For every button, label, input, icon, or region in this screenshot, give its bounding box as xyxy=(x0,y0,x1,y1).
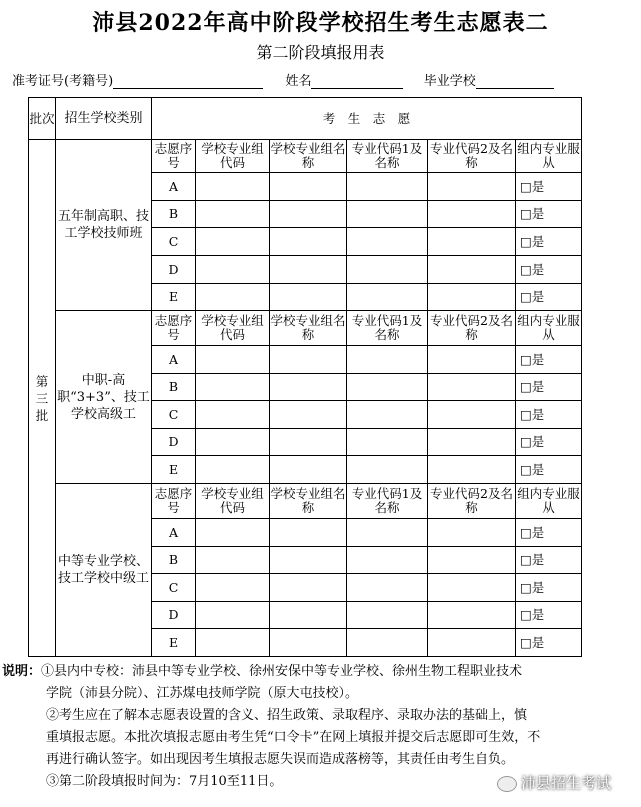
obey-checkbox[interactable]: □是 xyxy=(516,574,582,602)
col-header-row: 中职-高职“3+3”、技工学校高级工 志愿序号 学校专业组代码 学校专业组名称 专业代码1及名称 专业代码2及名称 组内专业服从 xyxy=(29,311,582,346)
name-field[interactable] xyxy=(311,74,403,89)
wish-row: B □是 xyxy=(29,374,582,401)
wish-row: C □是 xyxy=(29,574,582,602)
wish-header: 考 生 志 愿 xyxy=(152,98,582,140)
wish-row: C □是 xyxy=(29,401,582,429)
obey-checkbox[interactable]: □是 xyxy=(516,519,582,547)
school-label: 毕业学校 xyxy=(423,74,476,89)
exam-id-field[interactable] xyxy=(113,74,263,89)
note-line: 重填报志愿。本批次填报志愿由考生凭“口令卡”在网上填报并提交后志愿即可生效，不 xyxy=(46,730,541,745)
category-cell: 中等专业学校、技工学校中级工 xyxy=(56,484,152,657)
wish-row: D □是 xyxy=(29,256,582,284)
col-header-row: 中等专业学校、技工学校中级工 志愿序号 学校专业组代码 学校专业组名称 专业代码1及名称 专业代码2及名称 组内专业服从 xyxy=(29,484,582,519)
wish-row: A □是 xyxy=(29,519,582,547)
page-title: 沛县2022年高中阶段学校招生考生志愿表二 xyxy=(92,10,549,36)
obey-checkbox[interactable]: □是 xyxy=(516,456,582,484)
obey-checkbox[interactable]: □是 xyxy=(516,201,582,228)
notes-label: 说明： xyxy=(2,664,42,679)
page-subtitle: 第二阶段填报用表 xyxy=(256,43,385,62)
obey-checkbox[interactable]: □是 xyxy=(516,602,582,629)
watermark: 沛县招生考试 xyxy=(497,772,611,793)
category-cell: 中职-高职“3+3”、技工学校高级工 xyxy=(56,311,152,484)
wish-row: D □是 xyxy=(29,602,582,629)
obey-checkbox[interactable]: □是 xyxy=(516,284,582,311)
obey-checkbox[interactable]: □是 xyxy=(516,547,582,574)
wish-row: B □是 xyxy=(29,201,582,228)
wish-row: D □是 xyxy=(29,429,582,456)
note-line: ③第二阶段填报时间为：7月10至11日。 xyxy=(46,774,283,789)
wish-row: A □是 xyxy=(29,173,582,201)
obey-checkbox[interactable]: □是 xyxy=(516,256,582,284)
note-line: ①县内中专校：沛县中等专业学校、徐州安保中等专业学校、徐州生物工程职业技术 xyxy=(41,664,523,679)
note-line: ②考生应在了解本志愿表设置的含义、招生政策、录取程序、录取办法的基础上，慎 xyxy=(46,708,528,723)
wish-row: E □是 xyxy=(29,629,582,657)
obey-checkbox[interactable]: □是 xyxy=(516,228,582,256)
category-cell: 五年制高职、技工学校技师班 xyxy=(56,140,152,311)
wish-row: E □是 xyxy=(29,284,582,311)
wish-row: B □是 xyxy=(29,547,582,574)
category-header: 招生学校类别 xyxy=(56,98,152,140)
obey-checkbox[interactable]: □是 xyxy=(516,429,582,456)
wish-row: A □是 xyxy=(29,346,582,374)
wish-table xyxy=(28,97,582,657)
obey-checkbox[interactable]: □是 xyxy=(516,374,582,401)
obey-checkbox[interactable]: □是 xyxy=(516,401,582,429)
wechat-icon xyxy=(497,776,517,792)
batch-header: 批次 xyxy=(29,98,56,140)
obey-checkbox[interactable]: □是 xyxy=(516,173,582,201)
exam-id-label: 准考证号(考籍号) xyxy=(12,74,114,89)
obey-checkbox[interactable]: □是 xyxy=(516,629,582,657)
school-field[interactable] xyxy=(476,74,554,89)
wish-row: C □是 xyxy=(29,228,582,256)
note-line: 学院（沛县分院）、江苏煤电技师学院（原大屯技校）。 xyxy=(46,686,359,701)
info-line xyxy=(12,70,554,89)
note-line: 再进行确认签字。如出现因考生填报志愿失误而造成落榜等，其责任由考生自负。 xyxy=(46,752,515,767)
obey-checkbox[interactable]: □是 xyxy=(516,346,582,374)
col-header-row: 第三批 五年制高职、技工学校技师班 志愿序号 学校专业组代码 学校专业组名称 专业代码1及名称 专业代码2及名称 组内专业服从 xyxy=(29,140,582,173)
batch-cell: 第三批 xyxy=(29,140,56,657)
wish-row: E □是 xyxy=(29,456,582,484)
name-label: 姓名 xyxy=(285,74,312,89)
